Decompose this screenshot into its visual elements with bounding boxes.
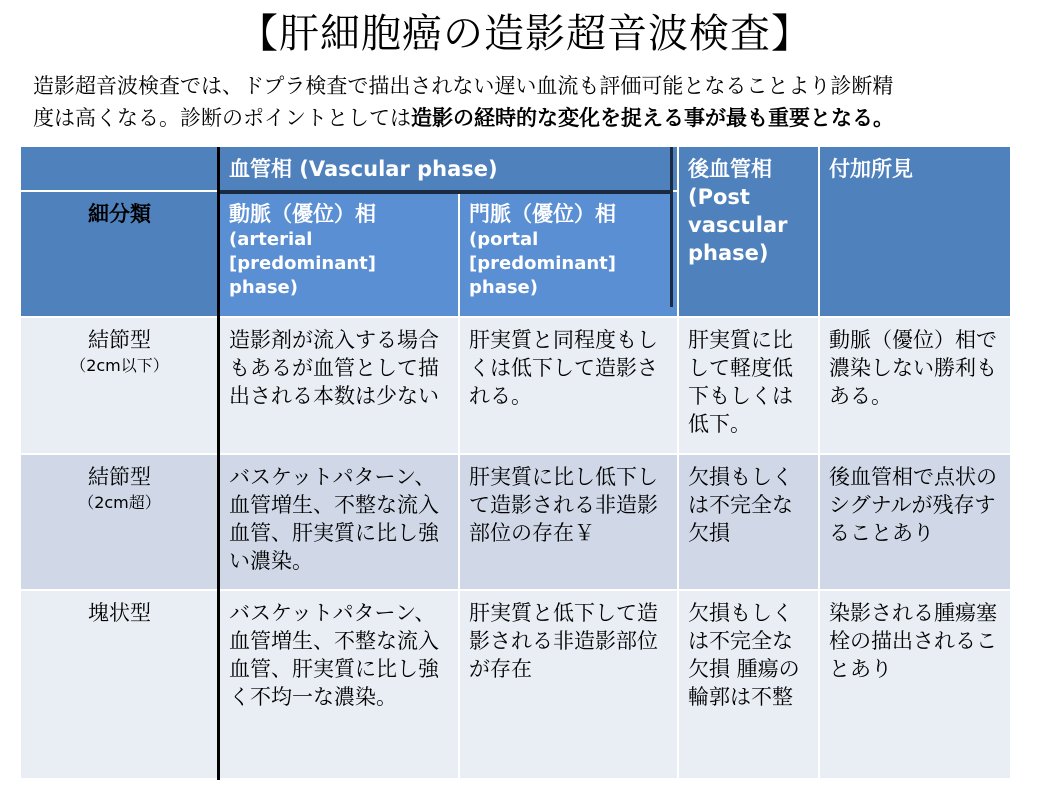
cell-additional: 後血管相で点状のシグナルが残存することあり [820, 455, 1012, 591]
header-post-vascular-phase: 後血管相 (Post vascular phase) [679, 147, 820, 318]
row-label-sub: （2cm以下） [70, 356, 169, 375]
row-label-main: 塊状型 [88, 601, 151, 625]
row-label-sub: （2cm超） [78, 493, 161, 512]
slide-title: 【肝細胞癌の造影超音波検査】 [238, 11, 812, 57]
cell-additional: 動脈（優位）相で濃染しない勝利もある。 [820, 318, 1012, 455]
intro-text [33, 70, 1043, 134]
cell-post-vascular: 肝実質に比して軽度低下もしくは低下。 [679, 318, 820, 455]
header-portal-phase-english: (portal [predominant] phase) [469, 229, 616, 298]
header-arterial-phase [220, 192, 460, 318]
header-additional-findings: 付加所見 [820, 147, 1012, 318]
header-divider-vertical [670, 147, 673, 307]
table-divider-vertical [217, 147, 220, 780]
header-vascular-phase: 血管相 (Vascular phase) [220, 147, 679, 192]
header-arterial-phase-label: 動脈（優位）相 [229, 202, 376, 226]
header-portal-phase-label: 門脈（優位）相 [469, 202, 616, 226]
intro-line-2-emphasis: 造影の経時的な変化を捉える事が最も重要となる。 [411, 106, 894, 130]
cell-portal: 肝実質と低下して造影される非造影部位が存在 [460, 591, 679, 780]
row-label-main: 結節型 [88, 328, 151, 352]
header-portal-phase [460, 192, 679, 318]
cell-arterial: バスケットパターン、血管増生、不整な流入血管、肝実質に比し強い濃染。 [220, 455, 460, 591]
row-label [21, 318, 220, 455]
header-classification: 細分類 [21, 192, 220, 318]
header-divider-horizontal [220, 190, 670, 194]
cell-portal: 肝実質と同程度もしくは低下して造影される。 [460, 318, 679, 455]
intro-line-2 [33, 102, 1043, 134]
intro-line-2-plain: 度は高くなる。診断のポイントとしては [33, 106, 411, 130]
intro-line-1: 造影超音波検査では、ドプラ検査で描出されない遅い血流も評価可能となることより診断精 [33, 74, 894, 98]
cell-post-vascular: 欠損もしくは不完全な欠損 腫瘍の輪郭は不整 [679, 591, 820, 780]
row-label [21, 455, 220, 591]
row-label-main: 結節型 [88, 465, 151, 489]
findings-table [21, 147, 1012, 780]
header-corner [21, 147, 220, 192]
row-label [21, 591, 220, 780]
cell-arterial: バスケットパターン、血管増生、不整な流入血管、肝実質に比し強く不均一な濃染。 [220, 591, 460, 780]
cell-additional: 染影される腫瘍塞栓の描出されることあり [820, 591, 1012, 780]
cell-portal: 肝実質に比し低下して造影される非造影部位の存在￥ [460, 455, 679, 591]
header-arterial-phase-english: (arterial [predominant] phase) [229, 229, 376, 298]
slide-right-margin [1012, 0, 1050, 788]
cell-arterial: 造影剤が流入する場合もあるが血管として描出される本数は少ない [220, 318, 460, 455]
cell-post-vascular: 欠損もしくは不完全な欠損 [679, 455, 820, 591]
